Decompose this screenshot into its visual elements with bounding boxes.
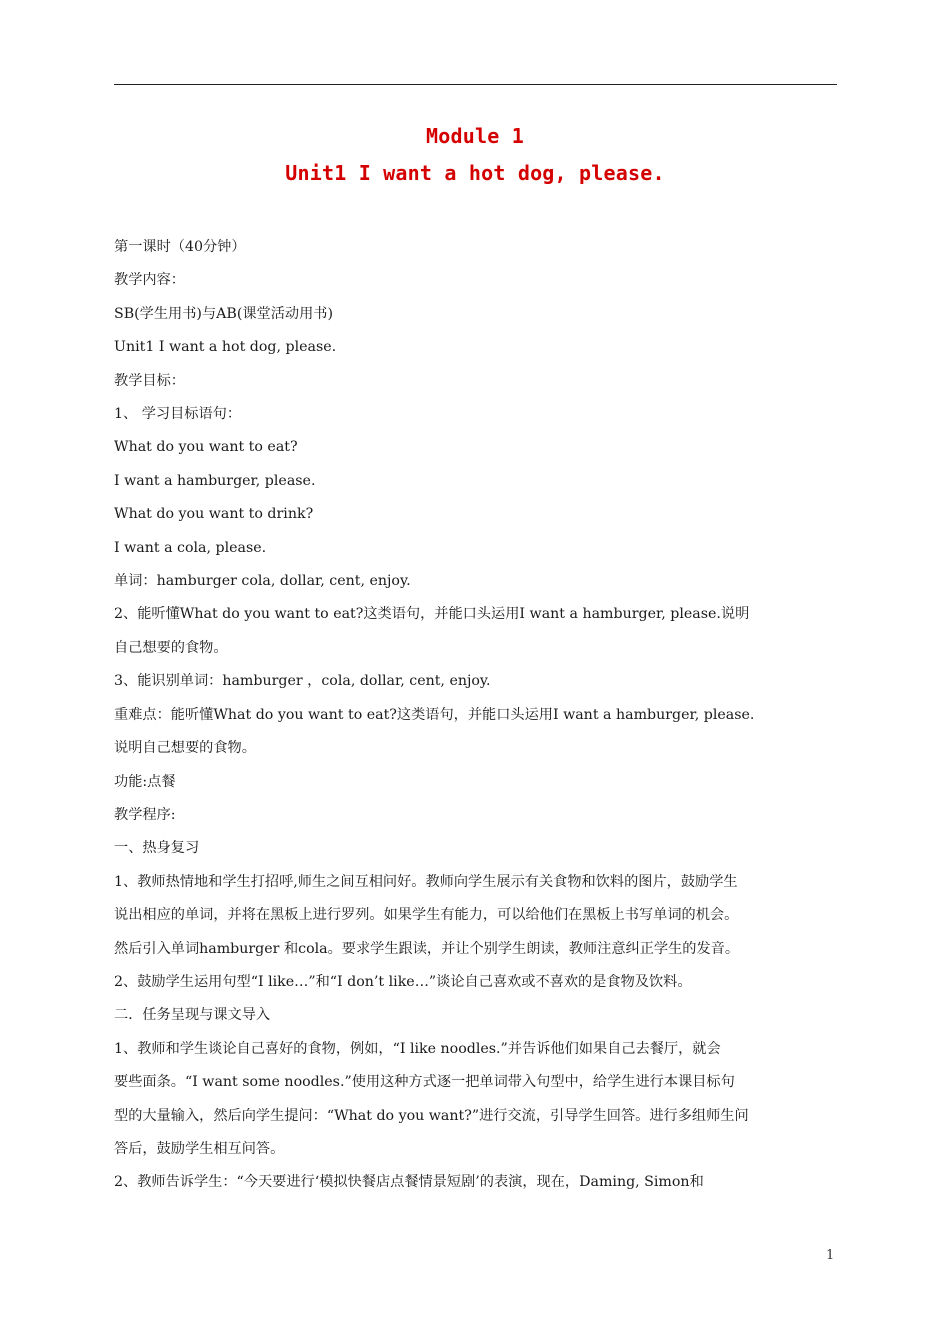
text-line: What do you want to drink? (114, 506, 314, 523)
text-line: 2、鼓励学生运用句型“I like…”和“I don’t like…”谈论自己喜欢或不喜欢的是食物及饮料。 (114, 973, 692, 990)
unit-title: Unit1 I want a hot dog, please. (285, 161, 665, 185)
text-line: 教学内容： (114, 272, 185, 289)
text-line: 2、教师告诉学生：“今天要进行‘模拟快餐店点餐情景短剧’的表演，现在，Daming, Simon和 (114, 1174, 704, 1191)
text-line: 教学程序: (114, 806, 176, 823)
text-line: 2、能听懂What do you want to eat?这类语句，并能口头运用I want a hamburger, please.说明 (114, 606, 750, 623)
text-line: 1、 学习目标语句： (114, 406, 242, 423)
page-number: 1 (826, 1248, 835, 1263)
header-rule (114, 84, 837, 85)
text-line: 自己想要的食物。 (114, 639, 228, 656)
text-line: 型的大量输入，然后向学生提问：“What do you want?”进行交流，引导学生回答。进行多组师生问 (114, 1107, 749, 1124)
text-line: 要些面条。“I want some noodles.”使用这种方式逐一把单词带入句型中，给学生进行本课目标句 (114, 1074, 735, 1091)
text-line: 二．任务呈现与课文导入 (114, 1007, 271, 1024)
text-line: 答后，鼓励学生相互问答。 (114, 1140, 285, 1157)
text-line: 重难点：能听懂What do you want to eat?这类语句，并能口头运用I want a hamburger, please. (114, 706, 755, 723)
text-line: 第一课时（40分钟） (114, 239, 246, 255)
text-line: 1、教师热情地和学生打招呼,师生之间互相问好。教师向学生展示有关食物和饮料的图片，鼓励学生 (114, 873, 738, 890)
text-line: 1、教师和学生谈论自己喜好的食物，例如，“I like noodles.”并告诉他们如果自己去餐厅，就会 (114, 1040, 721, 1057)
text-line: SB(学生用书)与AB(课堂活动用书) (114, 305, 334, 322)
text-line: 3、能识别单词：hamburger ，cola, dollar, cent, enjoy. (114, 673, 491, 690)
text-line: 说明自己想要的食物。 (114, 740, 256, 757)
text-line: I want a cola, please. (114, 539, 267, 556)
text-line: 功能:点餐 (114, 773, 176, 790)
lesson-body (114, 231, 837, 1200)
text-line: Unit1 I want a hot dog, please. (114, 339, 337, 356)
text-line: What do you want to eat? (114, 439, 298, 456)
text-line: 单词：hamburger cola, dollar, cent, enjoy. (114, 573, 411, 590)
text-line: 然后引入单词hamburger 和cola。要求学生跟读，并让个别学生朗读，教师注意纠正学生的发音。 (114, 940, 740, 957)
text-line: 一、热身复习 (114, 840, 200, 857)
text-line: 教学目标： (114, 372, 185, 389)
module-title: Module 1 (426, 124, 524, 148)
text-line: 说出相应的单词，并将在黑板上进行罗列。如果学生有能力，可以给他们在黑板上书写单词的机会。 (114, 907, 739, 924)
text-line: I want a hamburger, please. (114, 472, 316, 489)
